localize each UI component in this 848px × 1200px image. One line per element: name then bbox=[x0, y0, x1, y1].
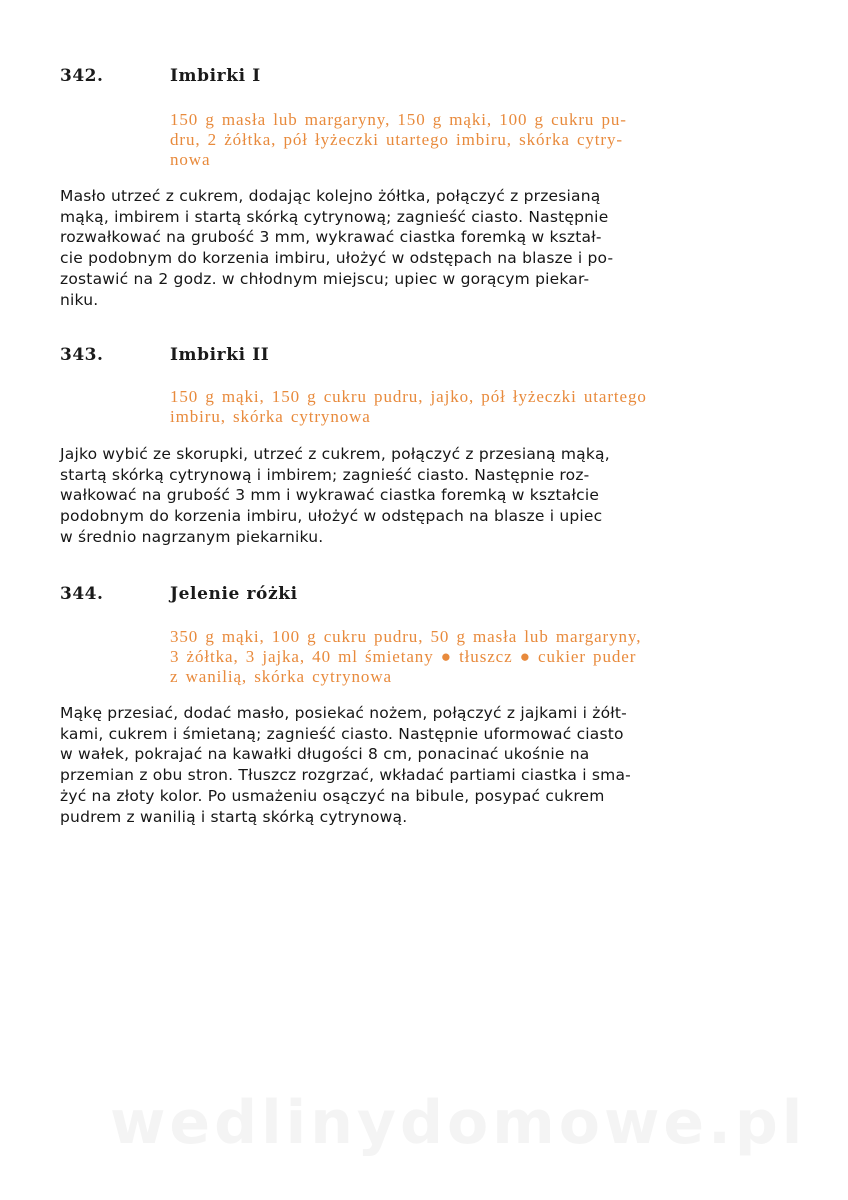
method-line: Masło utrzeć z cukrem, dodając kolejno żółtka, połączyć z przesianą bbox=[60, 187, 601, 205]
recipe-ingredients bbox=[170, 387, 750, 427]
recipe-ingredients bbox=[170, 110, 750, 170]
method-line: Mąkę przesiać, dodać masło, posiekać nożem, połączyć z jajkami i żółt- bbox=[60, 704, 627, 722]
method-line: mąką, imbirem i startą skórką cytrynową; zagnieść ciasto. Następnie bbox=[60, 207, 609, 226]
method-line: Jajko wybić ze skorupki, utrzeć z cukrem, połączyć z przesianą mąką, bbox=[60, 445, 610, 463]
ingredients-line: 150 g masła lub margaryny, 150 g mąki, 100 g cukru pu- bbox=[170, 110, 627, 129]
recipe-title: Imbirki II bbox=[170, 345, 270, 365]
watermark: wedlinydomowe.pl bbox=[110, 1088, 807, 1158]
method-line: w wałek, pokrajać na kawałki długości 8 cm, ponacinać ukośnie na bbox=[60, 745, 590, 764]
recipe-title: Jelenie różki bbox=[170, 584, 298, 604]
ingredients-line: dru, 2 żółtka, pół łyżeczki utartego imbiru, skórka cytry- bbox=[170, 130, 623, 149]
method-line: zostawić na 2 godz. w chłodnym miejscu; upiec w gorącym piekar- bbox=[60, 269, 590, 288]
recipe-method bbox=[60, 186, 760, 310]
recipe-method bbox=[60, 444, 760, 548]
ingredients-line: nowa bbox=[170, 150, 211, 169]
method-line: cie podobnym do korzenia imbiru, ułożyć w odstępach na blasze i po- bbox=[60, 249, 614, 268]
recipe-number: 342. bbox=[60, 66, 104, 86]
recipe-title: Imbirki I bbox=[170, 66, 261, 86]
method-line: przemian z obu stron. Tłuszcz rozgrzać, wkładać partiami ciastka i sma- bbox=[60, 766, 631, 785]
ingredients-line: 150 g mąki, 150 g cukru pudru, jajko, pół łyżeczki utartego bbox=[170, 387, 647, 406]
method-line: w średnio nagrzanym piekarniku. bbox=[60, 527, 324, 546]
method-line: rozwałkować na grubość 3 mm, wykrawać ciastka foremką w kształ- bbox=[60, 228, 602, 247]
ingredients-line: imbiru, skórka cytrynowa bbox=[170, 407, 371, 426]
method-line: kami, cukrem i śmietaną; zagnieść ciasto. Następnie uformować ciasto bbox=[60, 724, 624, 743]
ingredients-line: z wanilią, skórka cytrynowa bbox=[170, 667, 392, 686]
recipe-ingredients bbox=[170, 627, 750, 687]
method-line: podobnym do korzenia imbiru, ułożyć w odstępach na blasze i upiec bbox=[60, 507, 603, 526]
recipe-number: 344. bbox=[60, 584, 104, 604]
method-line: żyć na złoty kolor. Po usmażeniu osączyć na bibule, posypać cukrem bbox=[60, 786, 605, 805]
method-line: pudrem z wanilią i startą skórką cytrynową. bbox=[60, 807, 408, 826]
method-line: niku. bbox=[60, 290, 99, 309]
method-line: wałkować na grubość 3 mm i wykrawać ciastka foremką w kształcie bbox=[60, 486, 600, 505]
ingredients-line: 3 żółtka, 3 jajka, 40 ml śmietany ● tłuszcz ● cukier puder bbox=[170, 647, 637, 666]
recipe-number: 343. bbox=[60, 345, 104, 365]
recipe-method bbox=[60, 703, 760, 827]
ingredients-line: 350 g mąki, 100 g cukru pudru, 50 g masła lub margaryny, bbox=[170, 627, 642, 646]
method-line: startą skórką cytrynową i imbirem; zagnieść ciasto. Następnie roz- bbox=[60, 465, 590, 484]
